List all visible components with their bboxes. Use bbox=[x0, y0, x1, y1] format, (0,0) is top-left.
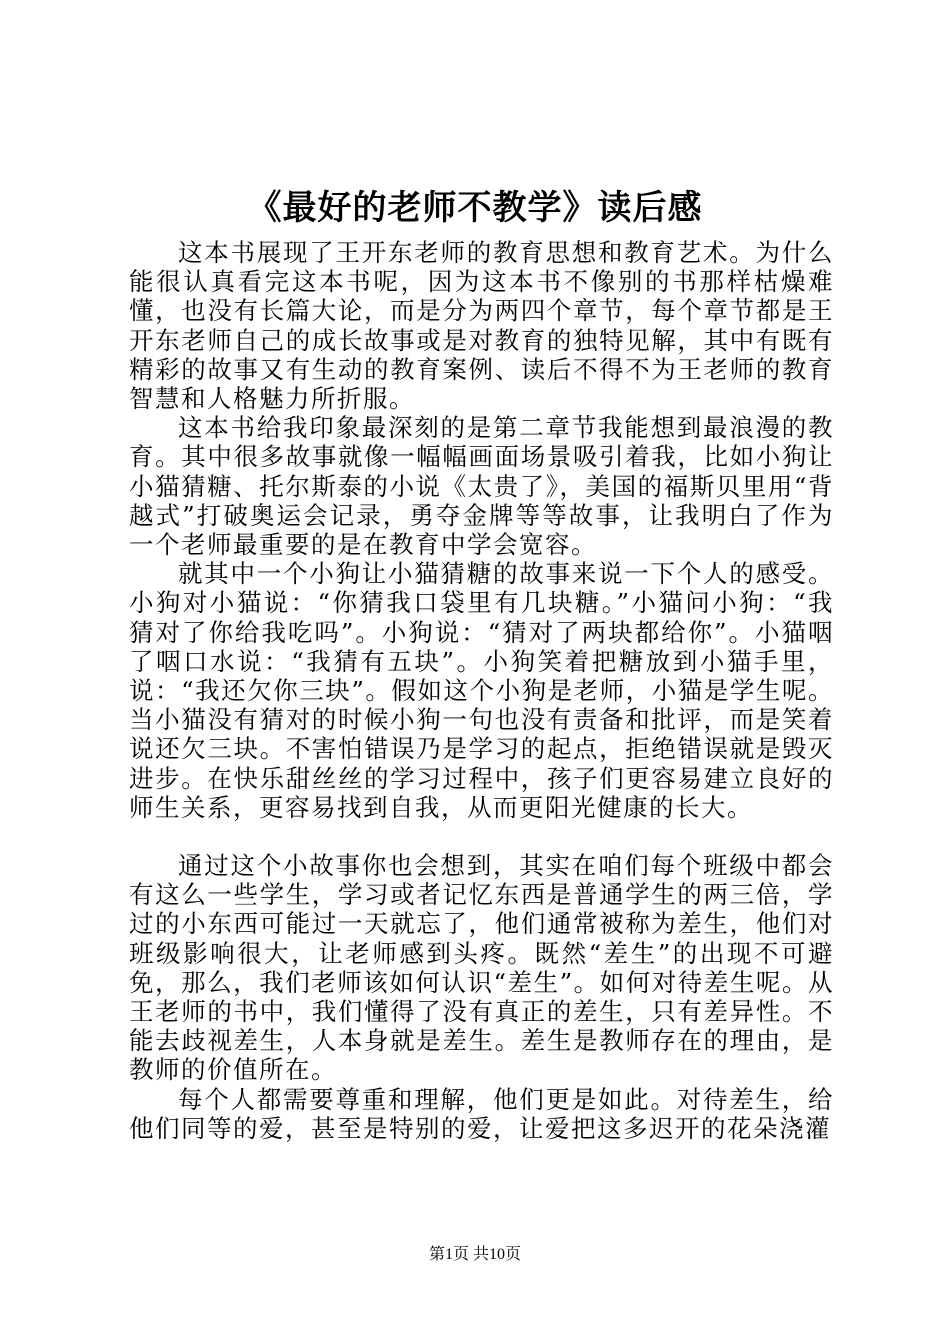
paragraph-1: 这本书展现了王开东老师的教育思想和教育艺术。为什么能很认真看完这本书呢，因为这本书不像别的书那样枯燥难懂，也没有长篇大论，而是分为两四个章节，每个章节都是王开东老师自己的成长故事或是对教育的独特见解，其中有既有精彩的故事又有生动的教育案例、读后不得不为王老师的教育智慧和人格魅力所折服。 bbox=[129, 238, 834, 414]
paragraph-4: 通过这个小故事你也会想到，其实在咱们每个班级中都会有这么一些学生，学习或者记忆东西是普通学生的两三倍，学过的小东西可能过一天就忘了，他们通常被称为差生，他们对班级影响很大，让老师感到头疼。既然“差生”的出现不可避免，那么，我们老师该如何认识“差生”。如何对待差生呢。从王老师的书中，我们懂得了没有真正的差生，只有差异性。不能去歧视差生，人本身就是差生。差生是教师存在的理由，是教师的价值所在。 bbox=[129, 851, 834, 1085]
page-number-footer: 第1页 共10页 bbox=[428, 1246, 521, 1263]
paragraph-5: 每个人都需要尊重和理解，他们更是如此。对待差生，给他们同等的爱，甚至是特别的爱，让爱把这多迟开的花朵浇灌 bbox=[129, 1084, 834, 1143]
document-body bbox=[129, 238, 834, 1143]
paragraph-3: 就其中一个小狗让小猫猜糖的故事来说一下个人的感受。小狗对小猫说：“你猜我口袋里有几块糖。”小猫问小狗：“我猜对了你给我吃吗”。小狗说：“猜对了两块都给你”。小猫咽了咽口水说：“我猜有五块”。小狗笑着把糖放到小猫手里，说：“我还欠你三块”。假如这个小狗是老师，小猫是学生呢。当小猫没有猜对的时候小狗一句也没有责备和批评，而是笑着说还欠三块。不害怕错误乃是学习的起点，拒绝错误就是毁灭进步。在快乐甜丝丝的学习过程中，孩子们更容易建立良好的师生关系，更容易找到自我，从而更阳光健康的长大。 bbox=[129, 559, 834, 822]
paragraph-2: 这本书给我印象最深刻的是第二章节我能想到最浪漫的教育。其中很多故事就像一幅幅画面场景吸引着我，比如小狗让小猫猜糖、托尔斯泰的小说《太贵了》，美国的福斯贝里用“背越式”打破奥运会记录，勇夺金牌等等故事，让我明白了作为一个老师最重要的是在教育中学会宽容。 bbox=[129, 413, 834, 560]
document-title: 《最好的老师不教学》读后感 bbox=[247, 188, 703, 228]
